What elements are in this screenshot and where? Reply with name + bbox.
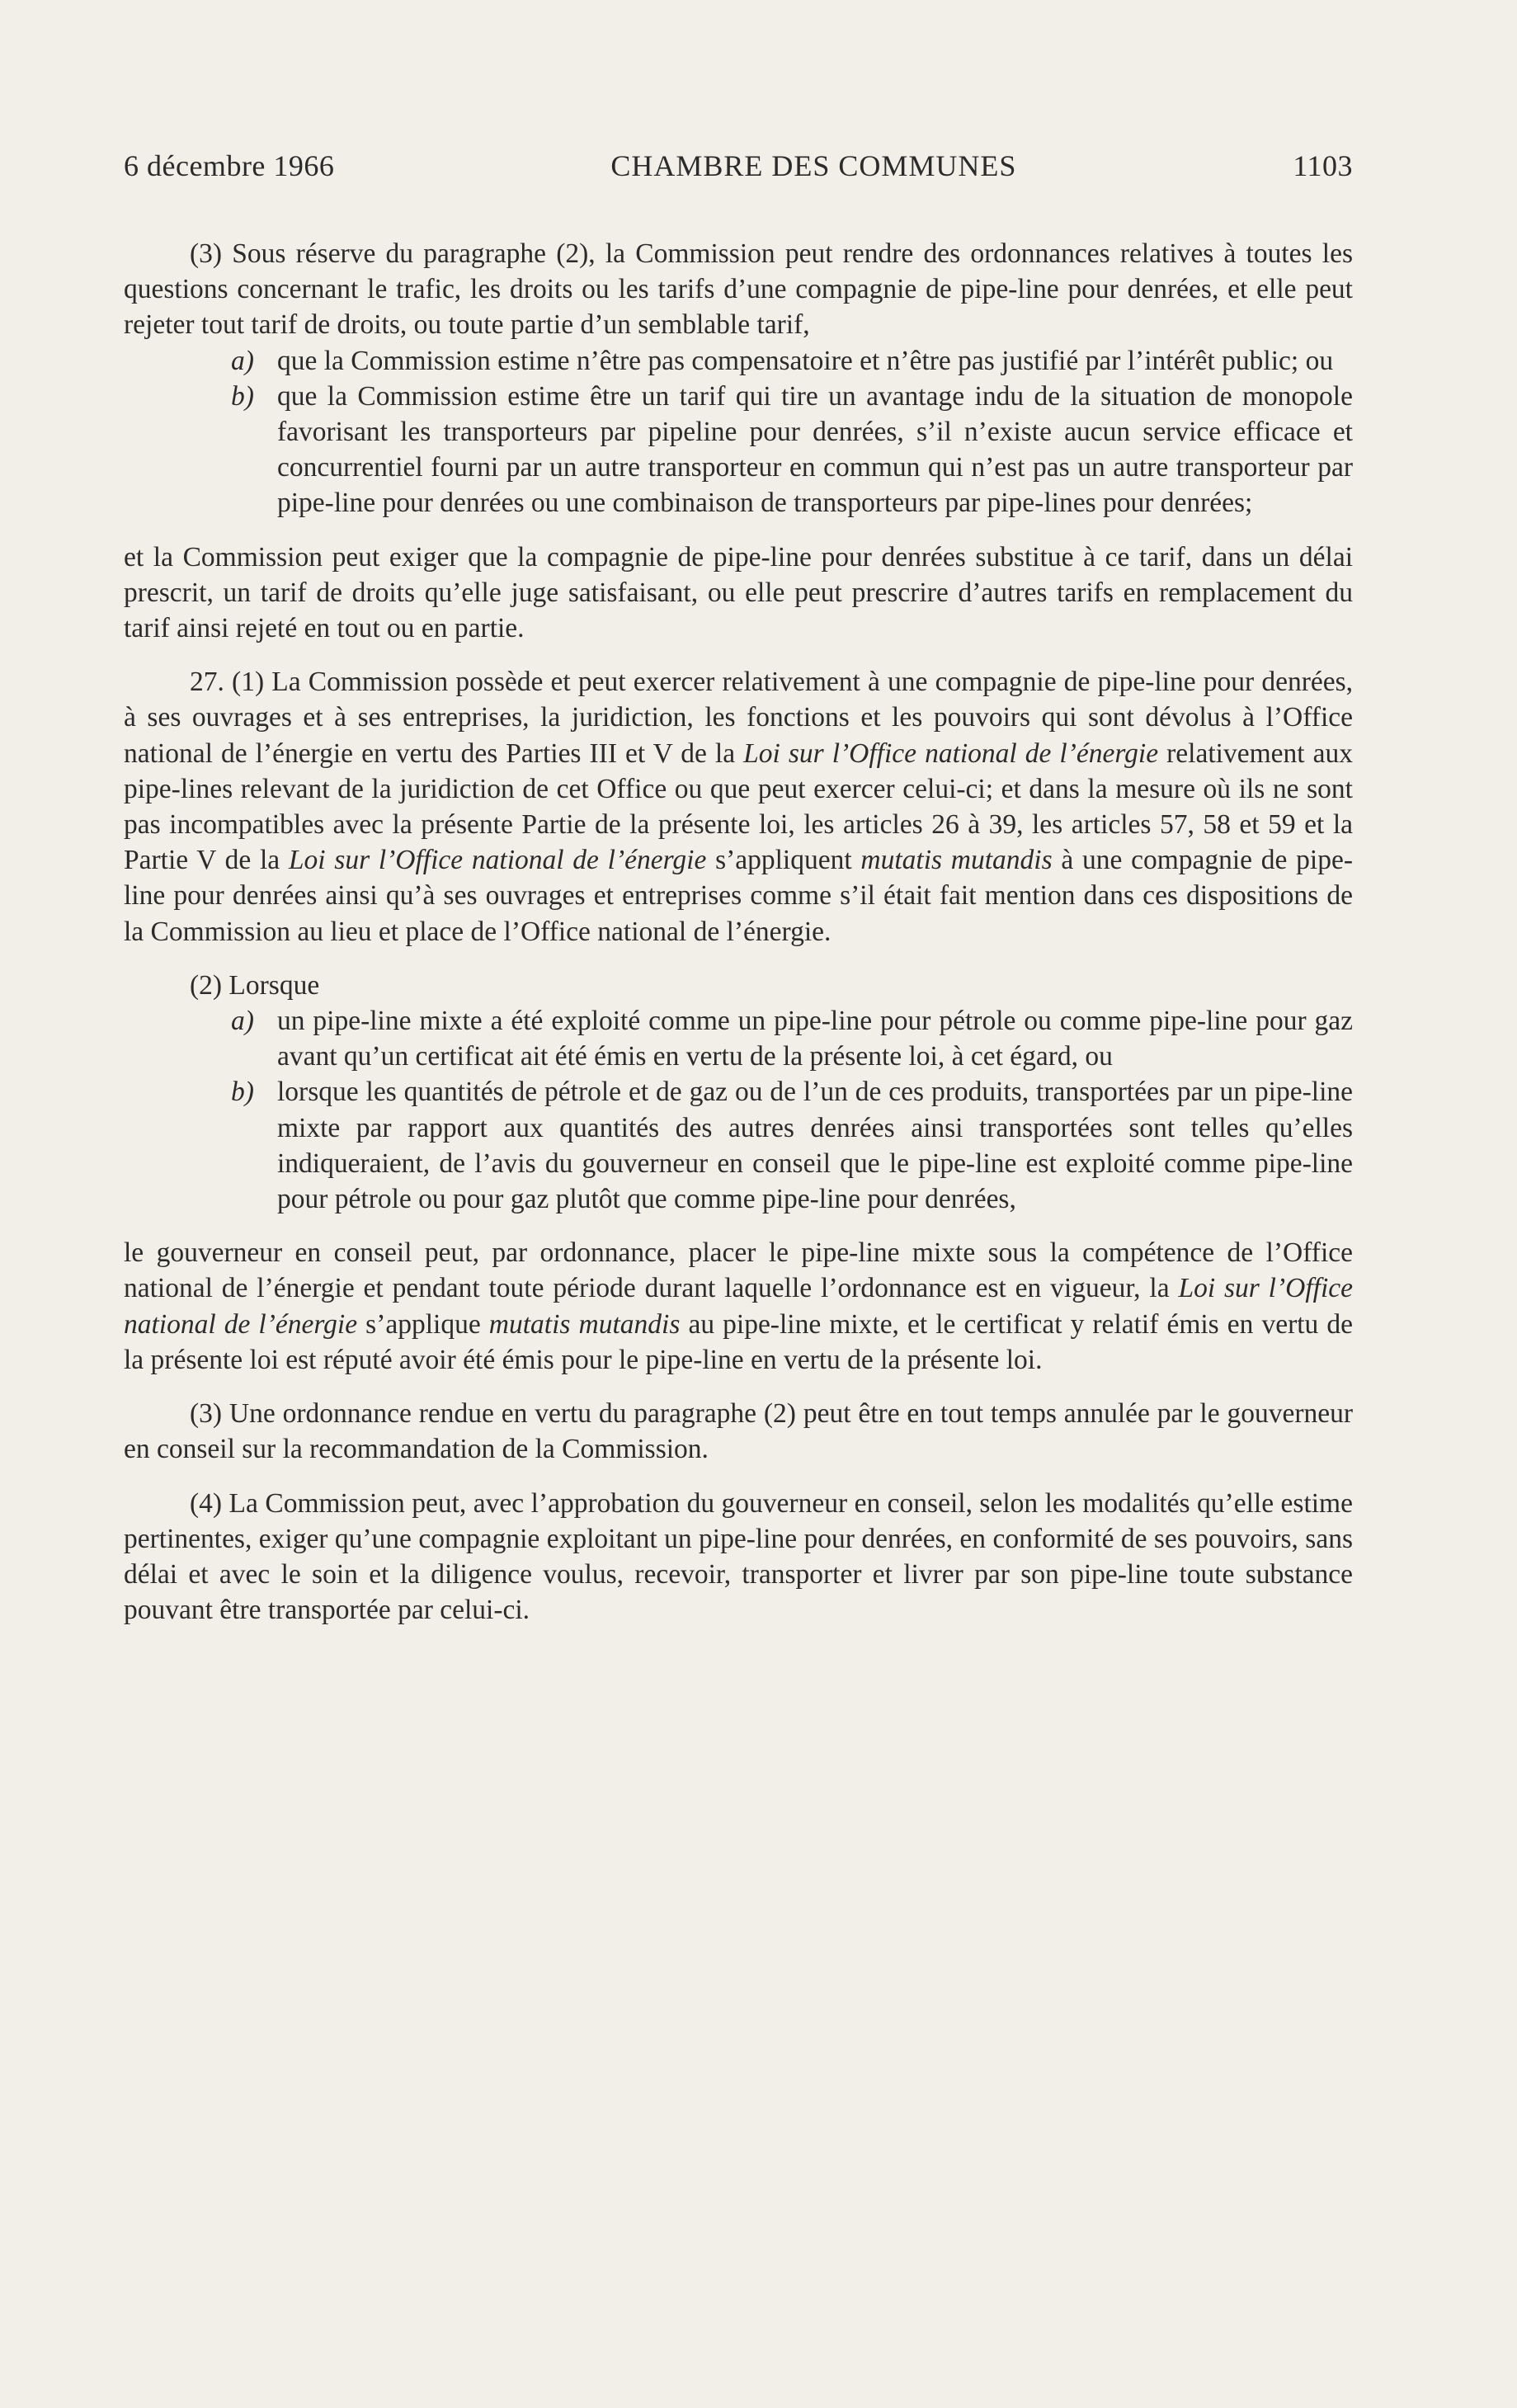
paragraph-27-1: [124, 664, 1353, 950]
item-label: b): [231, 380, 254, 412]
header-page-number: 1103: [1293, 149, 1353, 182]
item-text: lorsque les quantités de pétrole et de gaz ou de l’un de ces produits, transportées par un pipe-line mixte par rapport aux quantités des autres denrées ainsi transportées sont telles qu’elles indiqueraient, de l’avis du gouverneur en conseil que le pipe-line est exploité comme pipe-line pour pétrole ou pour gaz plutôt que comme pipe-line pour denrées,: [277, 1077, 1353, 1215]
paragraph-26-3-b: [124, 379, 1353, 521]
item-label: a): [231, 345, 254, 376]
act-title: Loi sur l’Office national de l’énergie: [743, 737, 1159, 769]
latin-phrase: mutatis mutandis: [860, 845, 1053, 876]
latin-phrase: mutatis mutandis: [488, 1308, 681, 1340]
text-run: s’applique: [357, 1308, 489, 1340]
item-text: un pipe-line mixte a été exploité comme un pipe-line pour pétrole ou comme pipe-line pour gaz avant qu’un certificat ait été émis en vertu de la présente loi, à cet égard, ou: [277, 1006, 1353, 1072]
item-text: que la Commission estime n’être pas compensatoire et n’être pas justifié par l’intérêt public; ou: [277, 345, 1334, 376]
paragraph-26-3-a: [124, 343, 1353, 379]
item-text: que la Commission estime être un tarif qui tire un avantage indu de la situation de monopole favorisant les transporteurs par pipeline pour denrées, s’il n’existe aucun service efficace et concurrentiel fourni par un autre transporteur en commun qui n’est pas un autre transporteur par pipe-line pour denrées ou une combinaison de transporteurs par pipe-lines pour denrées;: [277, 380, 1353, 519]
paragraph-27-2-a: [124, 1003, 1353, 1074]
act-title: Loi sur l’Office national de l’énergie: [288, 845, 707, 876]
text-run: 27. (1) La Commission possède et peut exercer relativement à une compagnie de pipe-line pour denrées, à ses ouvrages et à ses entreprises, la juridiction, les fonctions et les pouvoirs qui sont dévolus à l’Office national de l’énergie en vertu des Parties III et V de la: [124, 667, 1353, 769]
paragraph-27-4: (4) La Commission peut, avec l’approbation du gouverneur en conseil, selon les modalités qu’elle estime pertinentes, exiger qu’une compagnie exploitant un pipe-line pour denrées, en conformité de ses pouvoirs, sans délai et avec le soin et la diligence voulus, recevoir, transporter et livrer par son pipe-line toute substance pouvant être transportée par celui-ci.: [124, 1487, 1353, 1626]
header-date: 6 décembre 1966: [124, 149, 335, 182]
paragraph-27-2-b: [124, 1074, 1353, 1217]
header-title: CHAMBRE DES COMMUNES: [610, 149, 1017, 182]
document-page: [124, 148, 1353, 1628]
paragraph-27-2-closing: [124, 1235, 1353, 1378]
paragraph-27-3: (3) Une ordonnance rendue en vertu du paragraphe (2) peut être en tout temps annulée par le gouverneur en conseil sur la recommandation de la Commission.: [124, 1398, 1353, 1465]
text-run: s’appliquent: [706, 845, 861, 876]
act-title: Loi sur l’Office national de l’énergie: [124, 1273, 1353, 1340]
text-run: à une compagnie de pipe-line pour denrées ainsi qu’à ses ouvrages et entreprises comme s’il était fait mention dans ces dispositions de la Commission au lieu et place de l’Office national de l’énergie.: [124, 845, 1353, 947]
item-label: a): [231, 1006, 254, 1037]
text-run: au pipe-line mixte, et le certificat y relatif émis en vertu de la présente loi est réputé avoir été émis pour le pipe-line en vertu de la présente loi.: [124, 1308, 1353, 1375]
paragraph-26-3-closing: et la Commission peut exiger que la compagnie de pipe-line pour denrées substitue à ce tarif, dans un délai prescrit, un tarif de droits qu’elle juge satisfaisant, ou elle peut prescrire d’autres tarifs en remplacement du tarif ainsi rejeté en tout ou en partie.: [124, 541, 1353, 644]
text-run: le gouverneur en conseil peut, par ordonnance, placer le pipe-line mixte sous la compétence de l’Office national de l’énergie et pendant toute période durant laquelle l’ordonnance est en vigueur, la: [124, 1237, 1353, 1304]
page-header: [124, 148, 1353, 183]
document-body: [124, 236, 1353, 1628]
item-label: b): [231, 1077, 254, 1108]
text-run: relativement aux pipe-lines relevant de la juridiction de cet Office ou que peut exercer celui-ci; et dans la mesure où ils ne sont pas incompatibles avec la présente Partie de la présente loi, les articles 26 à 39, les articles 57, 58 et 59 et la Partie V de la: [124, 737, 1353, 876]
paragraph-26-3-intro: (3) Sous réserve du paragraphe (2), la Commission peut rendre des ordonnances relatives à toutes les questions concernant le trafic, les droits ou les tarifs d’une compagnie de pipe-line pour denrées, et elle peut rejeter tout tarif de droits, ou toute partie d’un semblable tarif,: [124, 238, 1353, 341]
paragraph-27-2-lead: (2) Lorsque: [190, 969, 320, 1001]
